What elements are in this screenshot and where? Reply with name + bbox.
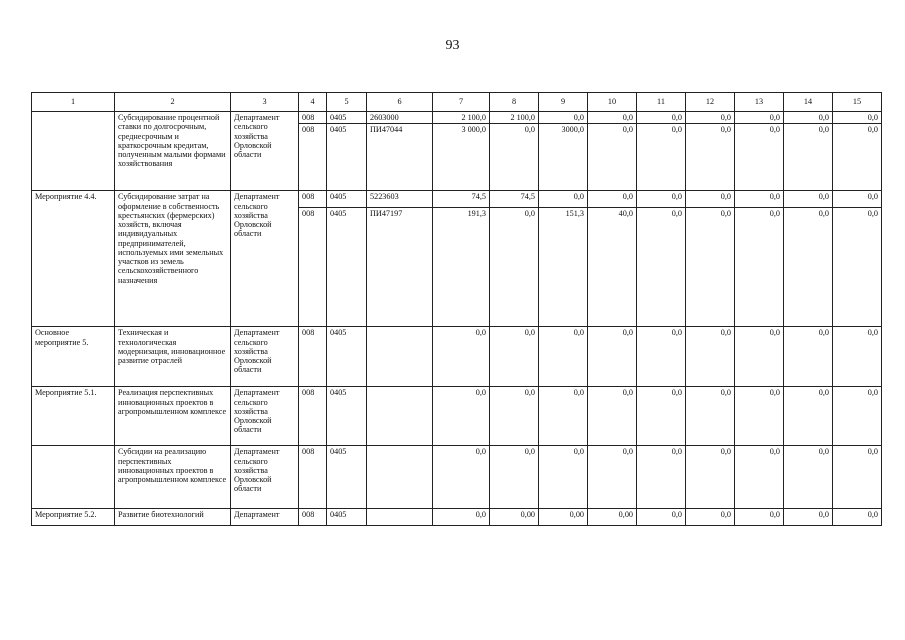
value-cell: 0,0 bbox=[735, 208, 784, 327]
section-code-cell: 0405 bbox=[327, 112, 367, 124]
section-code-cell: 0405 bbox=[327, 387, 367, 446]
value-cell: 0,0 bbox=[833, 208, 882, 327]
column-header: 11 bbox=[637, 93, 686, 112]
section-code-cell: 0405 bbox=[327, 208, 367, 327]
value-cell: 0,0 bbox=[637, 112, 686, 124]
value-cell: 0,0 bbox=[539, 327, 588, 387]
value-cell: 0,0 bbox=[588, 446, 637, 509]
value-cell: 0,0 bbox=[539, 446, 588, 509]
measure-name-cell: Субсидирование процентной ставки по долгосрочным, среднесрочным и краткосрочным кредитам, полученным малыми формами хозяйствования bbox=[115, 112, 231, 191]
target-article-cell: ПИ47197 bbox=[367, 208, 433, 327]
value-cell: 0,0 bbox=[588, 327, 637, 387]
value-cell: 0,0 bbox=[735, 191, 784, 208]
value-cell: 0,0 bbox=[588, 124, 637, 191]
value-cell: 0,0 bbox=[735, 446, 784, 509]
grbs-code-cell: 008 bbox=[299, 191, 327, 208]
table-row bbox=[32, 446, 882, 509]
target-article-cell bbox=[367, 446, 433, 509]
value-cell: 0,0 bbox=[637, 327, 686, 387]
value-cell: 0,0 bbox=[433, 387, 490, 446]
grbs-code-cell: 008 bbox=[299, 208, 327, 327]
value-cell: 74,5 bbox=[433, 191, 490, 208]
table-row bbox=[32, 509, 882, 526]
value-cell: 0,0 bbox=[833, 124, 882, 191]
item-cell bbox=[32, 112, 115, 191]
column-header: 12 bbox=[686, 93, 735, 112]
column-header: 6 bbox=[367, 93, 433, 112]
value-cell: 0,0 bbox=[433, 446, 490, 509]
value-cell: 0,0 bbox=[735, 509, 784, 526]
value-cell: 0,0 bbox=[735, 387, 784, 446]
measure-name-cell: Техническая и технологическая модернизация, инновационное развитие отраслей bbox=[115, 327, 231, 387]
value-cell: 0,00 bbox=[539, 509, 588, 526]
value-cell: 0,0 bbox=[686, 191, 735, 208]
value-cell: 0,0 bbox=[637, 124, 686, 191]
value-cell: 2 100,0 bbox=[433, 112, 490, 124]
measure-name-cell: Субсидирование затрат на оформление в собственность крестьянских (фермерских) хозяйств, включая индивидуальных предпринимателей, используемых ими земельных участков из земель сельскохозяйственного назначения bbox=[115, 191, 231, 327]
value-cell: 0,0 bbox=[735, 112, 784, 124]
column-header: 13 bbox=[735, 93, 784, 112]
value-cell: 0,0 bbox=[637, 387, 686, 446]
section-code-cell: 0405 bbox=[327, 327, 367, 387]
value-cell: 3000,0 bbox=[539, 124, 588, 191]
table-row bbox=[32, 387, 882, 446]
executor-cell: Департамент сельского хозяйства Орловской области bbox=[231, 387, 299, 446]
target-article-cell bbox=[367, 327, 433, 387]
measure-name-cell: Реализация перспективных инновационных проектов в агропромышленном комплексе bbox=[115, 387, 231, 446]
column-header: 7 bbox=[433, 93, 490, 112]
value-cell: 0,0 bbox=[686, 509, 735, 526]
value-cell: 0,0 bbox=[784, 327, 833, 387]
value-cell: 0,0 bbox=[539, 191, 588, 208]
grbs-code-cell: 008 bbox=[299, 509, 327, 526]
column-header: 8 bbox=[490, 93, 539, 112]
item-cell: Основное мероприятие 5. bbox=[32, 327, 115, 387]
value-cell: 0,0 bbox=[833, 446, 882, 509]
value-cell: 74,5 bbox=[490, 191, 539, 208]
column-header: 10 bbox=[588, 93, 637, 112]
grbs-code-cell: 008 bbox=[299, 446, 327, 509]
grbs-code-cell: 008 bbox=[299, 112, 327, 124]
value-cell: 0,0 bbox=[735, 327, 784, 387]
item-cell: Мероприятие 4.4. bbox=[32, 191, 115, 327]
value-cell: 0,0 bbox=[686, 112, 735, 124]
column-header: 3 bbox=[231, 93, 299, 112]
value-cell: 0,0 bbox=[686, 327, 735, 387]
value-cell: 0,0 bbox=[433, 509, 490, 526]
item-cell: Мероприятие 5.1. bbox=[32, 387, 115, 446]
table-row bbox=[32, 191, 882, 208]
value-cell: 0,0 bbox=[588, 112, 637, 124]
grbs-code-cell: 008 bbox=[299, 124, 327, 191]
value-cell: 2 100,0 bbox=[490, 112, 539, 124]
budget-table bbox=[31, 92, 882, 526]
value-cell: 0,0 bbox=[784, 208, 833, 327]
value-cell: 0,0 bbox=[833, 327, 882, 387]
column-header: 15 bbox=[833, 93, 882, 112]
value-cell: 0,0 bbox=[490, 208, 539, 327]
section-code-cell: 0405 bbox=[327, 191, 367, 208]
section-code-cell: 0405 bbox=[327, 446, 367, 509]
column-header: 5 bbox=[327, 93, 367, 112]
value-cell: 3 000,0 bbox=[433, 124, 490, 191]
item-cell: Мероприятие 5.2. bbox=[32, 509, 115, 526]
target-article-cell bbox=[367, 387, 433, 446]
item-cell bbox=[32, 446, 115, 509]
value-cell: 40,0 bbox=[588, 208, 637, 327]
value-cell: 0,00 bbox=[490, 509, 539, 526]
executor-cell: Департамент сельского хозяйства Орловской области bbox=[231, 112, 299, 191]
header-row bbox=[32, 93, 882, 112]
executor-cell: Департамент сельского хозяйства Орловской области bbox=[231, 327, 299, 387]
value-cell: 0,0 bbox=[637, 509, 686, 526]
grbs-code-cell: 008 bbox=[299, 327, 327, 387]
value-cell: 0,0 bbox=[539, 387, 588, 446]
column-header: 9 bbox=[539, 93, 588, 112]
value-cell: 0,0 bbox=[833, 112, 882, 124]
grbs-code-cell: 008 bbox=[299, 387, 327, 446]
value-cell: 0,0 bbox=[490, 327, 539, 387]
value-cell: 0,0 bbox=[784, 124, 833, 191]
section-code-cell: 0405 bbox=[327, 124, 367, 191]
value-cell: 0,0 bbox=[637, 208, 686, 327]
value-cell: 151,3 bbox=[539, 208, 588, 327]
value-cell: 0,0 bbox=[833, 509, 882, 526]
value-cell: 0,0 bbox=[637, 446, 686, 509]
value-cell: 0,0 bbox=[588, 387, 637, 446]
value-cell: 0,0 bbox=[490, 446, 539, 509]
value-cell: 0,0 bbox=[637, 191, 686, 208]
measure-name-cell: Развитие биотехнологий bbox=[115, 509, 231, 526]
value-cell: 0,0 bbox=[539, 112, 588, 124]
value-cell: 0,0 bbox=[735, 124, 784, 191]
value-cell: 0,00 bbox=[588, 509, 637, 526]
value-cell: 0,0 bbox=[686, 124, 735, 191]
executor-cell: Департамент сельского хозяйства Орловской области bbox=[231, 191, 299, 327]
value-cell: 0,0 bbox=[490, 387, 539, 446]
page-number: 93 bbox=[445, 38, 460, 53]
value-cell: 0,0 bbox=[784, 509, 833, 526]
value-cell: 0,0 bbox=[686, 387, 735, 446]
value-cell: 0,0 bbox=[784, 112, 833, 124]
value-cell: 0,0 bbox=[686, 446, 735, 509]
value-cell: 0,0 bbox=[784, 387, 833, 446]
value-cell: 0,0 bbox=[784, 191, 833, 208]
executor-cell: Департамент bbox=[231, 509, 299, 526]
value-cell: 191,3 bbox=[433, 208, 490, 327]
value-cell: 0,0 bbox=[833, 191, 882, 208]
value-cell: 0,0 bbox=[686, 208, 735, 327]
executor-cell: Департамент сельского хозяйства Орловской области bbox=[231, 446, 299, 509]
target-article-cell: 2603000 bbox=[367, 112, 433, 124]
section-code-cell: 0405 bbox=[327, 509, 367, 526]
target-article-cell: 5223603 bbox=[367, 191, 433, 208]
table-row bbox=[32, 112, 882, 124]
value-cell: 0,0 bbox=[490, 124, 539, 191]
value-cell: 0,0 bbox=[588, 191, 637, 208]
target-article-cell bbox=[367, 509, 433, 526]
target-article-cell: ПИ47044 bbox=[367, 124, 433, 191]
column-header: 1 bbox=[32, 93, 115, 112]
column-header: 14 bbox=[784, 93, 833, 112]
value-cell: 0,0 bbox=[433, 327, 490, 387]
column-header: 4 bbox=[299, 93, 327, 112]
column-header: 2 bbox=[115, 93, 231, 112]
measure-name-cell: Субсидии на реализацию перспективных инновационных проектов в агропромышленном комплексе bbox=[115, 446, 231, 509]
value-cell: 0,0 bbox=[784, 446, 833, 509]
table-row bbox=[32, 327, 882, 387]
value-cell: 0,0 bbox=[833, 387, 882, 446]
